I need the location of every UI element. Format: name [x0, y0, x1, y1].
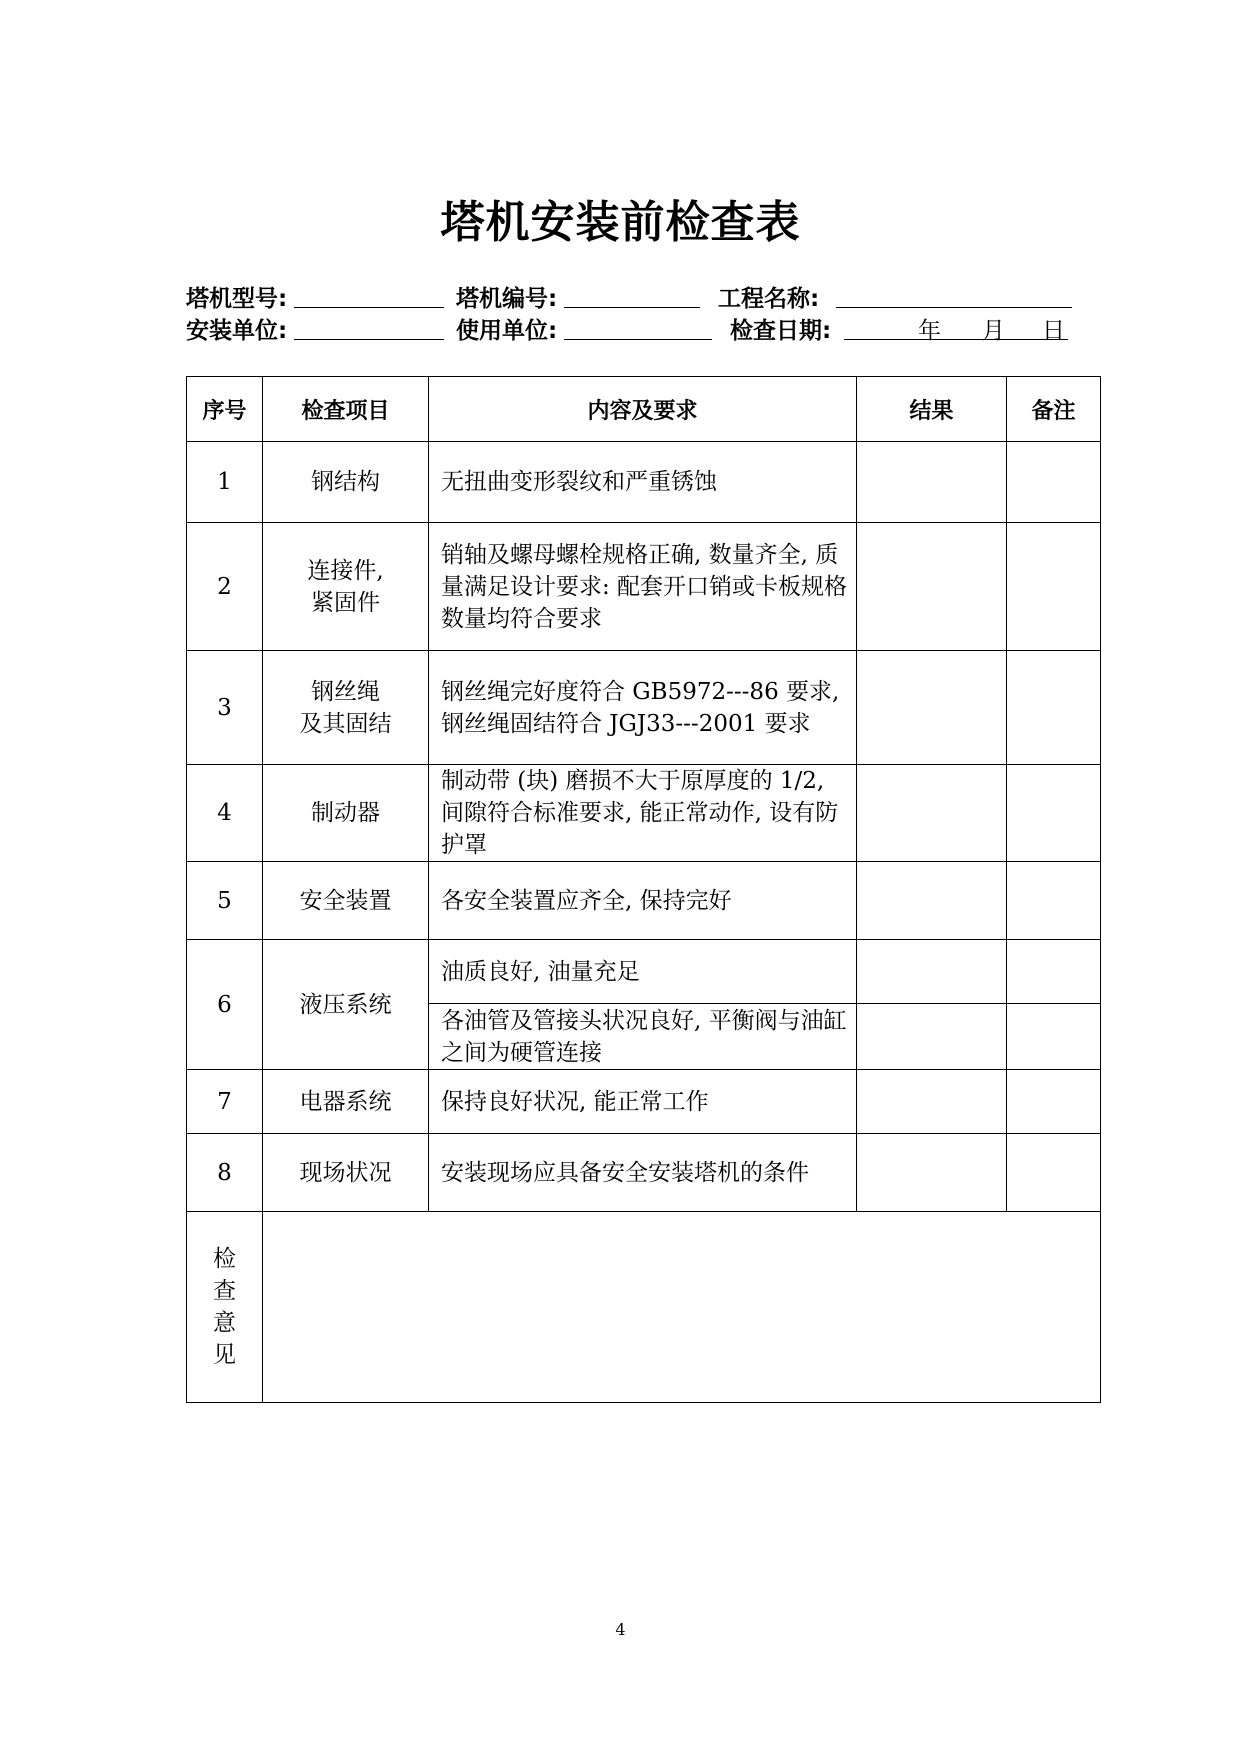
- row-result-cell[interactable]: [857, 765, 1007, 862]
- row-content: 无扭曲变形裂纹和严重锈蚀: [429, 442, 857, 523]
- tower-number-field[interactable]: [564, 307, 700, 308]
- check-date-label: 检查日期:: [730, 318, 832, 344]
- row-content-secondary: 各油管及管接头状况良好, 平衡阀与油缸之间为硬管连接: [429, 1004, 857, 1070]
- row-remark-cell[interactable]: [1007, 442, 1101, 523]
- row-remark-cell[interactable]: [1007, 1070, 1101, 1134]
- row-result-cell[interactable]: [857, 651, 1007, 765]
- table-row: [187, 1134, 1101, 1212]
- row-content: 销轴及螺母螺栓规格正确, 数量齐全, 质量满足设计要求: 配套开口销或卡板规格数量均符合要求: [429, 523, 857, 651]
- date-year: 年: [918, 318, 941, 344]
- row-item: 制动器: [263, 765, 429, 862]
- row-item: 钢丝绳 及其固结: [263, 651, 429, 765]
- row-item: 现场状况: [263, 1134, 429, 1212]
- table-header-row: [187, 377, 1101, 442]
- row-result-cell[interactable]: [857, 1004, 1007, 1070]
- row-result-cell[interactable]: [857, 1070, 1007, 1134]
- row-content: 安装现场应具备安全安装塔机的条件: [429, 1134, 857, 1212]
- row-result-cell[interactable]: [857, 940, 1007, 1004]
- install-unit-label: 安装单位:: [186, 318, 288, 344]
- row-item: 连接件, 紧固件: [263, 523, 429, 651]
- header-result: 结果: [857, 377, 1007, 442]
- header-num: 序号: [187, 377, 263, 442]
- date-month: 月: [982, 318, 1005, 344]
- row-result-cell[interactable]: [857, 442, 1007, 523]
- row-num: 1: [187, 442, 263, 523]
- table-row: [187, 651, 1101, 765]
- date-day: 日: [1042, 318, 1065, 344]
- table-row: [187, 940, 1101, 1004]
- tower-number-label: 塔机编号:: [456, 286, 558, 312]
- row-remark-cell[interactable]: [1007, 940, 1101, 1004]
- row-remark-cell[interactable]: [1007, 862, 1101, 940]
- row-content: 制动带 (块) 磨损不大于原厚度的 1/2, 间隙符合标准要求, 能正常动作, 设有防护罩: [429, 765, 857, 862]
- table-row: [187, 765, 1101, 862]
- opinion-label: 检 查 意 见: [187, 1212, 263, 1403]
- page-title: 塔机安装前检查表: [440, 197, 801, 248]
- row-remark-cell[interactable]: [1007, 651, 1101, 765]
- project-name-label: 工程名称:: [718, 286, 820, 312]
- table-row: [187, 1070, 1101, 1134]
- tower-model-field[interactable]: [294, 307, 444, 308]
- header-content: 内容及要求: [429, 377, 857, 442]
- table-row: [187, 442, 1101, 523]
- tower-model-label: 塔机型号:: [186, 286, 288, 312]
- install-unit-field[interactable]: [294, 339, 444, 340]
- row-item: 液压系统: [263, 940, 429, 1070]
- row-num: 8: [187, 1134, 263, 1212]
- row-content: 保持良好状况, 能正常工作: [429, 1070, 857, 1134]
- header-item: 检查项目: [263, 377, 429, 442]
- use-unit-field[interactable]: [564, 339, 712, 340]
- row-remark-cell[interactable]: [1007, 765, 1101, 862]
- row-item: 安全装置: [263, 862, 429, 940]
- check-date-field[interactable]: [844, 339, 1068, 340]
- row-item: 钢结构: [263, 442, 429, 523]
- row-num: 3: [187, 651, 263, 765]
- row-remark-cell[interactable]: [1007, 1134, 1101, 1212]
- row-num: 6: [187, 940, 263, 1070]
- header-remark: 备注: [1007, 377, 1101, 442]
- row-num: 7: [187, 1070, 263, 1134]
- row-result-cell[interactable]: [857, 862, 1007, 940]
- row-result-cell[interactable]: [857, 523, 1007, 651]
- opinion-field[interactable]: [263, 1212, 1101, 1403]
- row-num: 2: [187, 523, 263, 651]
- table-row: [187, 862, 1101, 940]
- inspection-table: [186, 376, 1101, 1403]
- row-item: 电器系统: [263, 1070, 429, 1134]
- opinion-row: [187, 1212, 1101, 1403]
- row-content: 各安全装置应齐全, 保持完好: [429, 862, 857, 940]
- use-unit-label: 使用单位:: [456, 318, 558, 344]
- row-num: 5: [187, 862, 263, 940]
- row-remark-cell[interactable]: [1007, 523, 1101, 651]
- row-content: 钢丝绳完好度符合 GB5972---86 要求, 钢丝绳固结符合 JGJ33---2001 要求: [429, 651, 857, 765]
- table-row: [187, 523, 1101, 651]
- row-remark-cell[interactable]: [1007, 1004, 1101, 1070]
- project-name-field[interactable]: [836, 307, 1072, 308]
- row-content: 油质良好, 油量充足: [429, 940, 857, 1004]
- row-num: 4: [187, 765, 263, 862]
- page-number: 4: [615, 1620, 626, 1639]
- row-result-cell[interactable]: [857, 1134, 1007, 1212]
